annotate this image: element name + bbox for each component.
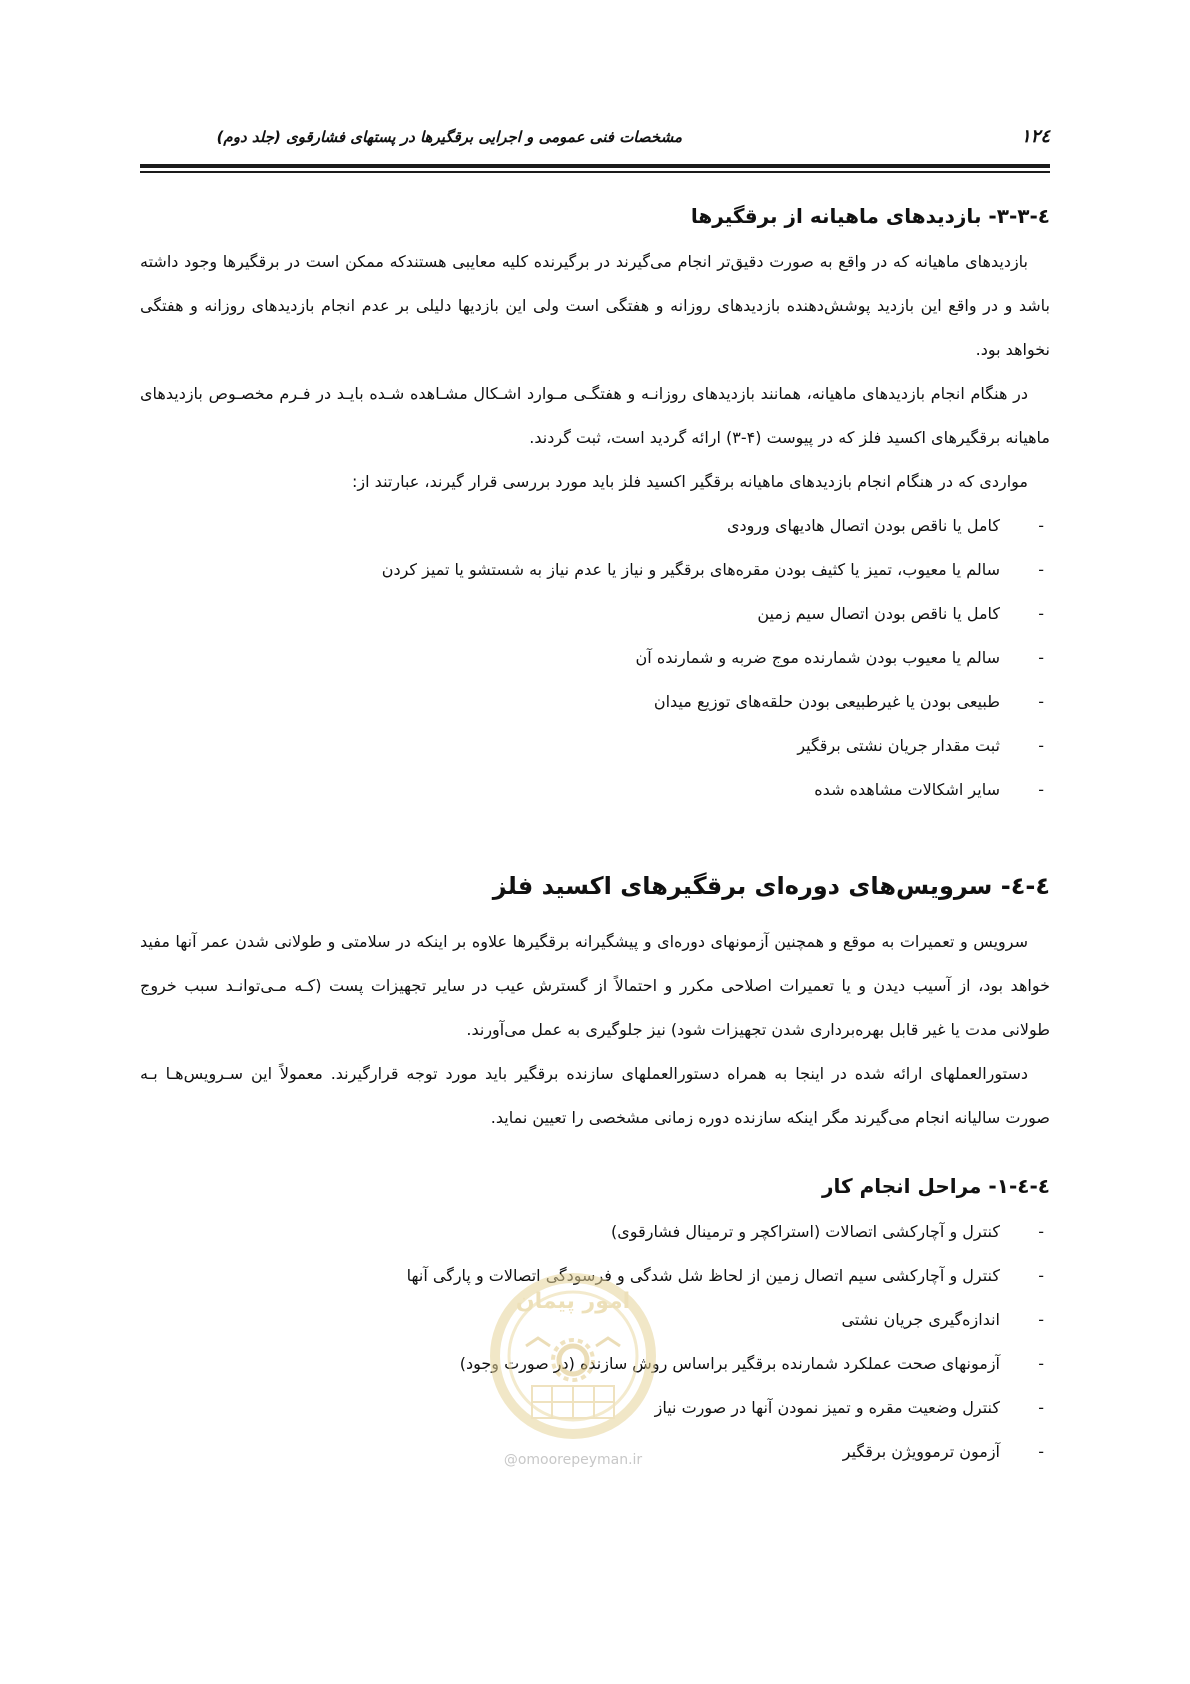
section-heading: ٤-٤-١- مراحل انجام کار: [821, 1174, 1050, 1198]
list-item-text: سایر اشکالات مشاهده شده: [814, 780, 1000, 799]
header-rule-thin: [140, 171, 1050, 173]
list-dash: -: [1038, 1354, 1044, 1373]
list-dash: -: [1038, 604, 1044, 623]
watermark-logo-icon: [488, 1268, 658, 1448]
list-item-text: آزمونهای صحت عملکرد شمارنده برقگیر براساس روش سازنده (در صورت وجود): [459, 1354, 1000, 1373]
list-dash: -: [1038, 560, 1044, 579]
running-header: [140, 120, 1050, 154]
running-header-title: مشخصات فنی عمومی و اجرایی برقگیرها در پستهای فشارقوی (جلد دوم): [216, 128, 682, 146]
list-item: [140, 724, 1050, 768]
list-item-text: سالم یا معیوب، تمیز یا کثیف بودن مقره‌های برقگیر و نیاز یا عدم نیاز به شستشو یا تمیز کردن: [381, 560, 1000, 579]
list-item-text: کنترل و آچارکشی اتصالات (استراکچر و ترمینال فشارقوی): [611, 1222, 1000, 1241]
inspection-items-list: [140, 504, 1050, 812]
section-heading: ٤-٣-٣- بازدیدهای ماهیانه از برقگیرها: [690, 204, 1050, 228]
list-item-text: ثبت مقدار جریان نشتی برقگیر: [797, 736, 1000, 755]
watermark-logo-word: امور پیمان: [515, 1289, 631, 1314]
list-dash: -: [1038, 780, 1044, 799]
watermark-url: @omoorepeyman.ir: [503, 1452, 643, 1468]
list-dash: -: [1038, 1222, 1044, 1241]
list-item-text: کنترل وضعیت مقره و تمیز نمودن آنها در صورت نیاز: [654, 1398, 1000, 1417]
list-item: [140, 548, 1050, 592]
list-item: [140, 592, 1050, 636]
list-dash: -: [1038, 692, 1044, 711]
list-dash: -: [1038, 1442, 1044, 1461]
paragraph: در هنگام انجام بازدیدهای ماهیانه، همانند بازدیدهای روزانـه و هفتگـی مـوارد اشـکال مشـاهده شـده بایـد در فـرم مخصـوص بازدیدهای ماهیانه برقگیرهای اکسید فلز که در پیوست (۴-۳) ارائه گردید است، ثبت گردند.: [140, 384, 1050, 447]
list-item: [140, 1210, 1050, 1254]
list-item-text: طبیعی بودن یا غیرطبیعی بودن حلقه‌های توزیع میدان: [653, 692, 1000, 711]
section-periodic-services: [140, 866, 1050, 1140]
list-item-text: سالم یا معیوب بودن شمارنده موج ضربه و شمارنده آن: [635, 648, 1000, 667]
paragraph: بازدیدهای ماهیانه که در واقع به صورت دقیق‌تر انجام می‌گیرند در برگیرنده کلیه معایبی هستندکه ممکن است در برقگیرها وجود داشته باشد و در واقع این بازدید پوشش‌دهنده بازدیدهای روزانه و هفتگی است ولی این بازدیها دلیلی بر عدم انجام بازدیدهای روزانه و هفتگی نخواهد بود.: [140, 252, 1050, 359]
list-dash: -: [1038, 1398, 1044, 1417]
list-item: [140, 768, 1050, 812]
list-item: [140, 680, 1050, 724]
list-dash: -: [1038, 648, 1044, 667]
watermark: [488, 1268, 658, 1478]
paragraph: مواردی که در هنگام انجام بازدیدهای ماهیانه برقگیر اکسید فلز باید مورد بررسی قرار گیرند، عبارتند از:: [352, 472, 1028, 491]
list-item-text: آزمون ترموویژن برقگیر: [842, 1442, 1000, 1461]
section-heading: ٤-٤- سرویس‌های دوره‌ای برقگیرهای اکسید فلز: [492, 872, 1050, 900]
paragraph: دستورالعملهای ارائه شده در اینجا به همراه دستورالعملهای سازنده برقگیر باید مورد توجه قرارگیرند. معمولاً این سـرویس‌هـا بـه صورت سالیانه انجام می‌گیرند مگر اینکه سازنده دوره زمانی مشخصی را تعیین نماید.: [140, 1064, 1050, 1127]
list-item: [140, 504, 1050, 548]
list-item-text: کنترل و آچارکشی سیم اتصال زمین از لحاظ شل شدگی و فرسودگی اتصالات و پارگی آنها: [406, 1266, 1000, 1285]
list-dash: -: [1038, 1266, 1044, 1285]
list-item: [140, 636, 1050, 680]
header-rule-thick: [140, 164, 1050, 168]
list-item-text: اندازه‌گیری جریان نشتی: [841, 1310, 1000, 1329]
list-dash: -: [1038, 736, 1044, 755]
paragraph: سرویس و تعمیرات به موقع و همچنین آزمونهای دوره‌ای و پیشگیرانه برقگیرها علاوه بر اینکه در سلامتی و طولانی شدن عمر آنها مفید خواهد بود، از آسیب دیدن و یا تعمیرات اصلاحی مکرر و احتمالاً از گسترش عیب در سایر تجهیزات پست (کـه مـی‌توانـد سبب خروج طولانی مدت یا غیر قابل بهره‌برداری شدن تجهیزات شود) نیز جلوگیری به عمل می‌آورند.: [140, 932, 1050, 1039]
page-number: ۱۲٤: [1020, 126, 1050, 147]
list-dash: -: [1038, 516, 1044, 535]
list-item-text: کامل یا ناقص بودن اتصال هادیهای ورودی: [727, 516, 1000, 535]
section-monthly-inspections: [140, 196, 1050, 812]
list-item-text: کامل یا ناقص بودن اتصال سیم زمین: [757, 604, 1000, 623]
list-dash: -: [1038, 1310, 1044, 1329]
